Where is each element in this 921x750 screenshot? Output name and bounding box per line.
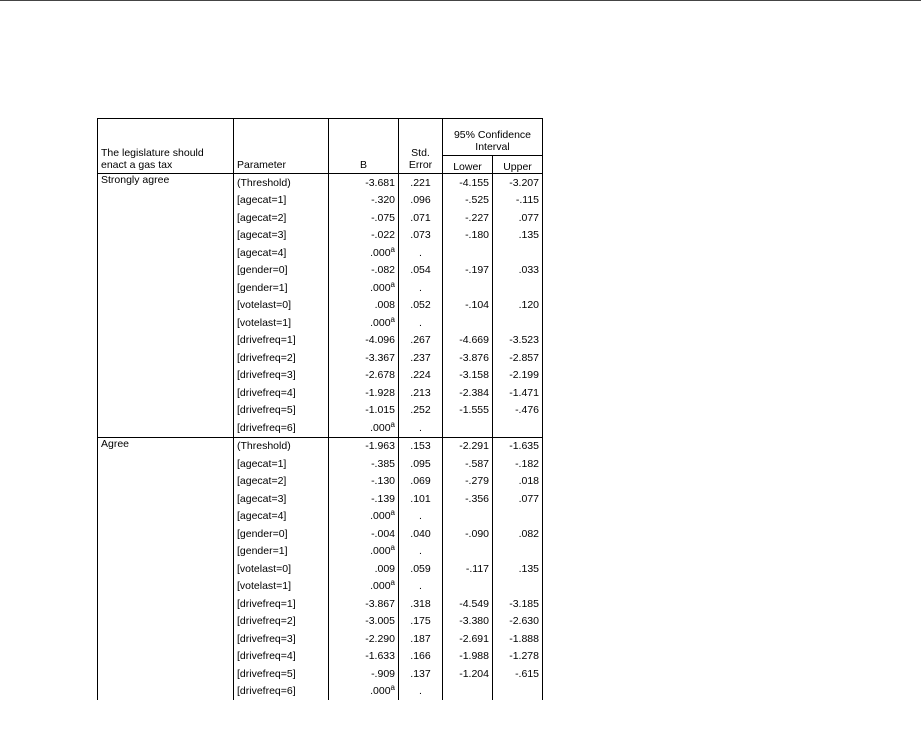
parameter-cell: [agecat=3] (234, 490, 329, 508)
parameter-cell: (Threshold) (234, 174, 329, 192)
ci-upper-cell (493, 244, 543, 262)
b-value: -2.678 (365, 369, 395, 382)
std-error-cell: .252 (399, 402, 443, 420)
std-error-cell: .187 (399, 630, 443, 648)
table-row (98, 174, 543, 192)
std-error-cell: . (399, 578, 443, 596)
b-cell (329, 174, 399, 192)
b-cell (329, 665, 399, 683)
b-value: -3.867 (365, 597, 395, 610)
b-value: -.075 (371, 211, 395, 224)
ci-lower-cell: -.525 (443, 192, 493, 210)
footnote-marker: a (390, 508, 395, 518)
b-cell (329, 543, 399, 561)
ci-lower-cell: -3.380 (443, 613, 493, 631)
std-error-cell: .069 (399, 473, 443, 491)
ci-upper-cell (493, 683, 543, 701)
parameter-cell: [drivefreq=2] (234, 613, 329, 631)
b-cell (329, 297, 399, 315)
ci-upper-cell (493, 508, 543, 526)
ci-lower-cell (443, 419, 493, 437)
ci-lower-cell (443, 279, 493, 297)
b-value: -1.633 (365, 650, 395, 663)
b-cell (329, 419, 399, 437)
ci-upper-cell (493, 419, 543, 437)
parameter-cell: [drivefreq=6] (234, 683, 329, 701)
table-row (98, 437, 543, 455)
parameter-cell: [votelast=0] (234, 560, 329, 578)
b-value: .000 (370, 421, 391, 434)
std-error-cell: .095 (399, 455, 443, 473)
ci-lower-cell: -2.291 (443, 437, 493, 455)
ci-upper-cell (493, 543, 543, 561)
b-value: -3.367 (365, 351, 395, 364)
footnote-marker: a (390, 244, 395, 254)
ci-upper-cell: -1.635 (493, 437, 543, 455)
ci-lower-cell (443, 578, 493, 596)
std-error-cell: .224 (399, 367, 443, 385)
parameter-cell: [votelast=0] (234, 297, 329, 315)
b-cell (329, 384, 399, 402)
ci-lower-cell: -.279 (443, 473, 493, 491)
std-error-cell: .059 (399, 560, 443, 578)
parameter-cell: [drivefreq=6] (234, 419, 329, 437)
ci-lower-cell (443, 683, 493, 701)
b-value: -.082 (371, 264, 395, 277)
ci-lower-cell: -2.691 (443, 630, 493, 648)
parameter-cell: [agecat=1] (234, 192, 329, 210)
b-cell (329, 455, 399, 473)
ci-lower-cell (443, 543, 493, 561)
ci-lower-cell: -4.155 (443, 174, 493, 192)
ci-lower-cell: -.180 (443, 227, 493, 245)
ci-lower-cell: -1.555 (443, 402, 493, 420)
ci-lower-cell: -3.158 (443, 367, 493, 385)
std-error-cell: . (399, 508, 443, 526)
b-value: .000 (370, 685, 391, 698)
std-error-cell: .221 (399, 174, 443, 192)
ci-upper-cell (493, 314, 543, 332)
ci-lower-cell: -.356 (443, 490, 493, 508)
ci-upper-cell: .135 (493, 560, 543, 578)
footnote-marker: a (390, 419, 395, 429)
parameter-cell: [votelast=1] (234, 314, 329, 332)
parameter-cell: [drivefreq=4] (234, 384, 329, 402)
ci-upper-cell: -1.278 (493, 648, 543, 666)
parameter-cell: [gender=1] (234, 279, 329, 297)
ci-lower-cell: -3.876 (443, 349, 493, 367)
footnote-marker: a (390, 543, 395, 553)
b-value: -.385 (371, 457, 395, 470)
ci-lower-cell: -.104 (443, 297, 493, 315)
ci-lower-cell: -.197 (443, 262, 493, 280)
ci-upper-cell: -2.199 (493, 367, 543, 385)
std-error-cell: .318 (399, 595, 443, 613)
ci-upper-cell: .077 (493, 490, 543, 508)
b-cell (329, 613, 399, 631)
parameter-cell: [agecat=3] (234, 227, 329, 245)
std-error-cell: .137 (399, 665, 443, 683)
b-value: -4.096 (365, 334, 395, 347)
ci-upper-cell: .082 (493, 525, 543, 543)
std-error-cell: .052 (399, 297, 443, 315)
category-label: Strongly agree (98, 174, 234, 438)
b-value: -3.005 (365, 615, 395, 628)
ci-upper-cell: -1.471 (493, 384, 543, 402)
b-cell (329, 508, 399, 526)
b-cell (329, 262, 399, 280)
b-value: .000 (370, 545, 391, 558)
b-cell (329, 437, 399, 455)
std-error-cell: .166 (399, 648, 443, 666)
ci-upper-cell: .018 (493, 473, 543, 491)
b-cell (329, 525, 399, 543)
footnote-marker: a (390, 683, 395, 693)
parameter-cell: [votelast=1] (234, 578, 329, 596)
ci-upper-cell (493, 578, 543, 596)
b-cell (329, 630, 399, 648)
ci-upper-cell: .077 (493, 209, 543, 227)
upper-header: Upper (493, 156, 543, 174)
b-value: -.022 (371, 229, 395, 242)
b-cell (329, 473, 399, 491)
b-value: -.004 (371, 527, 395, 540)
std-error-cell: . (399, 314, 443, 332)
parameter-cell: [drivefreq=5] (234, 665, 329, 683)
parameter-cell: [gender=1] (234, 543, 329, 561)
b-value: .000 (370, 510, 391, 523)
std-error-cell: . (399, 683, 443, 701)
parameter-cell: [drivefreq=3] (234, 630, 329, 648)
std-error-cell: .213 (399, 384, 443, 402)
ci-lower-cell: -.090 (443, 525, 493, 543)
parameter-estimates-table (97, 118, 543, 700)
b-cell (329, 209, 399, 227)
ci-lower-cell: -1.204 (443, 665, 493, 683)
footnote-marker: a (390, 578, 395, 588)
parameter-cell: [drivefreq=4] (234, 648, 329, 666)
b-value: .000 (370, 281, 391, 294)
parameter-cell: [agecat=2] (234, 209, 329, 227)
b-value: .000 (370, 316, 391, 329)
table-body (98, 174, 543, 701)
std-error-cell: .267 (399, 332, 443, 350)
std-error-cell: . (399, 279, 443, 297)
b-cell (329, 227, 399, 245)
std-error-cell: .101 (399, 490, 443, 508)
parameter-cell: [drivefreq=1] (234, 332, 329, 350)
b-cell (329, 314, 399, 332)
b-header: B (329, 119, 399, 174)
ci-lower-cell: -2.384 (443, 384, 493, 402)
parameter-cell: [gender=0] (234, 525, 329, 543)
window-top-border (0, 0, 921, 1)
parameter-cell: [agecat=1] (234, 455, 329, 473)
b-cell (329, 244, 399, 262)
b-value: -2.290 (365, 632, 395, 645)
footnote-marker: a (390, 314, 395, 324)
footnote-marker: a (390, 279, 395, 289)
b-cell (329, 332, 399, 350)
ci-upper-cell: -.115 (493, 192, 543, 210)
ci-upper-cell: -.182 (493, 455, 543, 473)
b-cell (329, 648, 399, 666)
parameter-cell: [agecat=4] (234, 244, 329, 262)
std-error-cell: .175 (399, 613, 443, 631)
parameter-cell: [drivefreq=1] (234, 595, 329, 613)
std-error-cell: . (399, 419, 443, 437)
std-error-cell: .071 (399, 209, 443, 227)
b-cell (329, 490, 399, 508)
ci-lower-cell (443, 314, 493, 332)
category-label: Agree (98, 437, 234, 700)
ci-upper-cell: -.476 (493, 402, 543, 420)
ci-lower-cell (443, 508, 493, 526)
ci-lower-cell: -.117 (443, 560, 493, 578)
ci-upper-cell: -3.207 (493, 174, 543, 192)
b-cell (329, 279, 399, 297)
b-cell (329, 192, 399, 210)
b-value: -1.015 (365, 404, 395, 417)
ci-upper-cell: -1.888 (493, 630, 543, 648)
parameter-cell: (Threshold) (234, 437, 329, 455)
std-error-cell: .096 (399, 192, 443, 210)
std-error-cell: .153 (399, 437, 443, 455)
parameter-cell: [agecat=4] (234, 508, 329, 526)
confidence-interval-header: 95% Confidence Interval (443, 119, 543, 156)
std-error-cell: . (399, 244, 443, 262)
std-error-header: Std. Error (399, 119, 443, 174)
b-value: .008 (374, 299, 395, 312)
ci-lower-cell: -1.988 (443, 648, 493, 666)
b-value: .000 (370, 246, 391, 259)
b-cell (329, 578, 399, 596)
ci-upper-cell: -3.185 (493, 595, 543, 613)
parameter-cell: [drivefreq=2] (234, 349, 329, 367)
b-cell (329, 683, 399, 701)
b-value: .009 (374, 562, 395, 575)
std-error-cell: .054 (399, 262, 443, 280)
b-cell (329, 402, 399, 420)
ci-upper-cell: -2.857 (493, 349, 543, 367)
ci-lower-cell: -.587 (443, 455, 493, 473)
parameter-cell: [gender=0] (234, 262, 329, 280)
b-cell (329, 595, 399, 613)
ci-lower-cell: -.227 (443, 209, 493, 227)
ci-upper-cell: -.615 (493, 665, 543, 683)
ci-lower-cell: -4.669 (443, 332, 493, 350)
b-cell (329, 560, 399, 578)
parameter-cell: [drivefreq=3] (234, 367, 329, 385)
std-error-cell: .073 (399, 227, 443, 245)
lower-header: Lower (443, 156, 493, 174)
std-error-cell: .237 (399, 349, 443, 367)
dependent-variable-header: The legislature should enact a gas tax (98, 119, 234, 174)
ci-upper-cell: -2.630 (493, 613, 543, 631)
b-value: -.320 (371, 194, 395, 207)
b-value: -1.928 (365, 386, 395, 399)
ci-upper-cell: .120 (493, 297, 543, 315)
ci-upper-cell: -3.523 (493, 332, 543, 350)
b-value: -1.963 (365, 440, 395, 453)
b-value: -.130 (371, 475, 395, 488)
b-value: .000 (370, 580, 391, 593)
b-value: -.909 (371, 667, 395, 680)
parameter-cell: [agecat=2] (234, 473, 329, 491)
std-error-cell: . (399, 543, 443, 561)
ci-lower-cell (443, 244, 493, 262)
b-value: -.139 (371, 492, 395, 505)
ci-upper-cell: .033 (493, 262, 543, 280)
b-value: -3.681 (365, 176, 395, 189)
b-cell (329, 367, 399, 385)
std-error-cell: .040 (399, 525, 443, 543)
ci-upper-cell: .135 (493, 227, 543, 245)
parameter-cell: [drivefreq=5] (234, 402, 329, 420)
ci-upper-cell (493, 279, 543, 297)
parameter-header: Parameter (234, 119, 329, 174)
ci-lower-cell: -4.549 (443, 595, 493, 613)
b-cell (329, 349, 399, 367)
